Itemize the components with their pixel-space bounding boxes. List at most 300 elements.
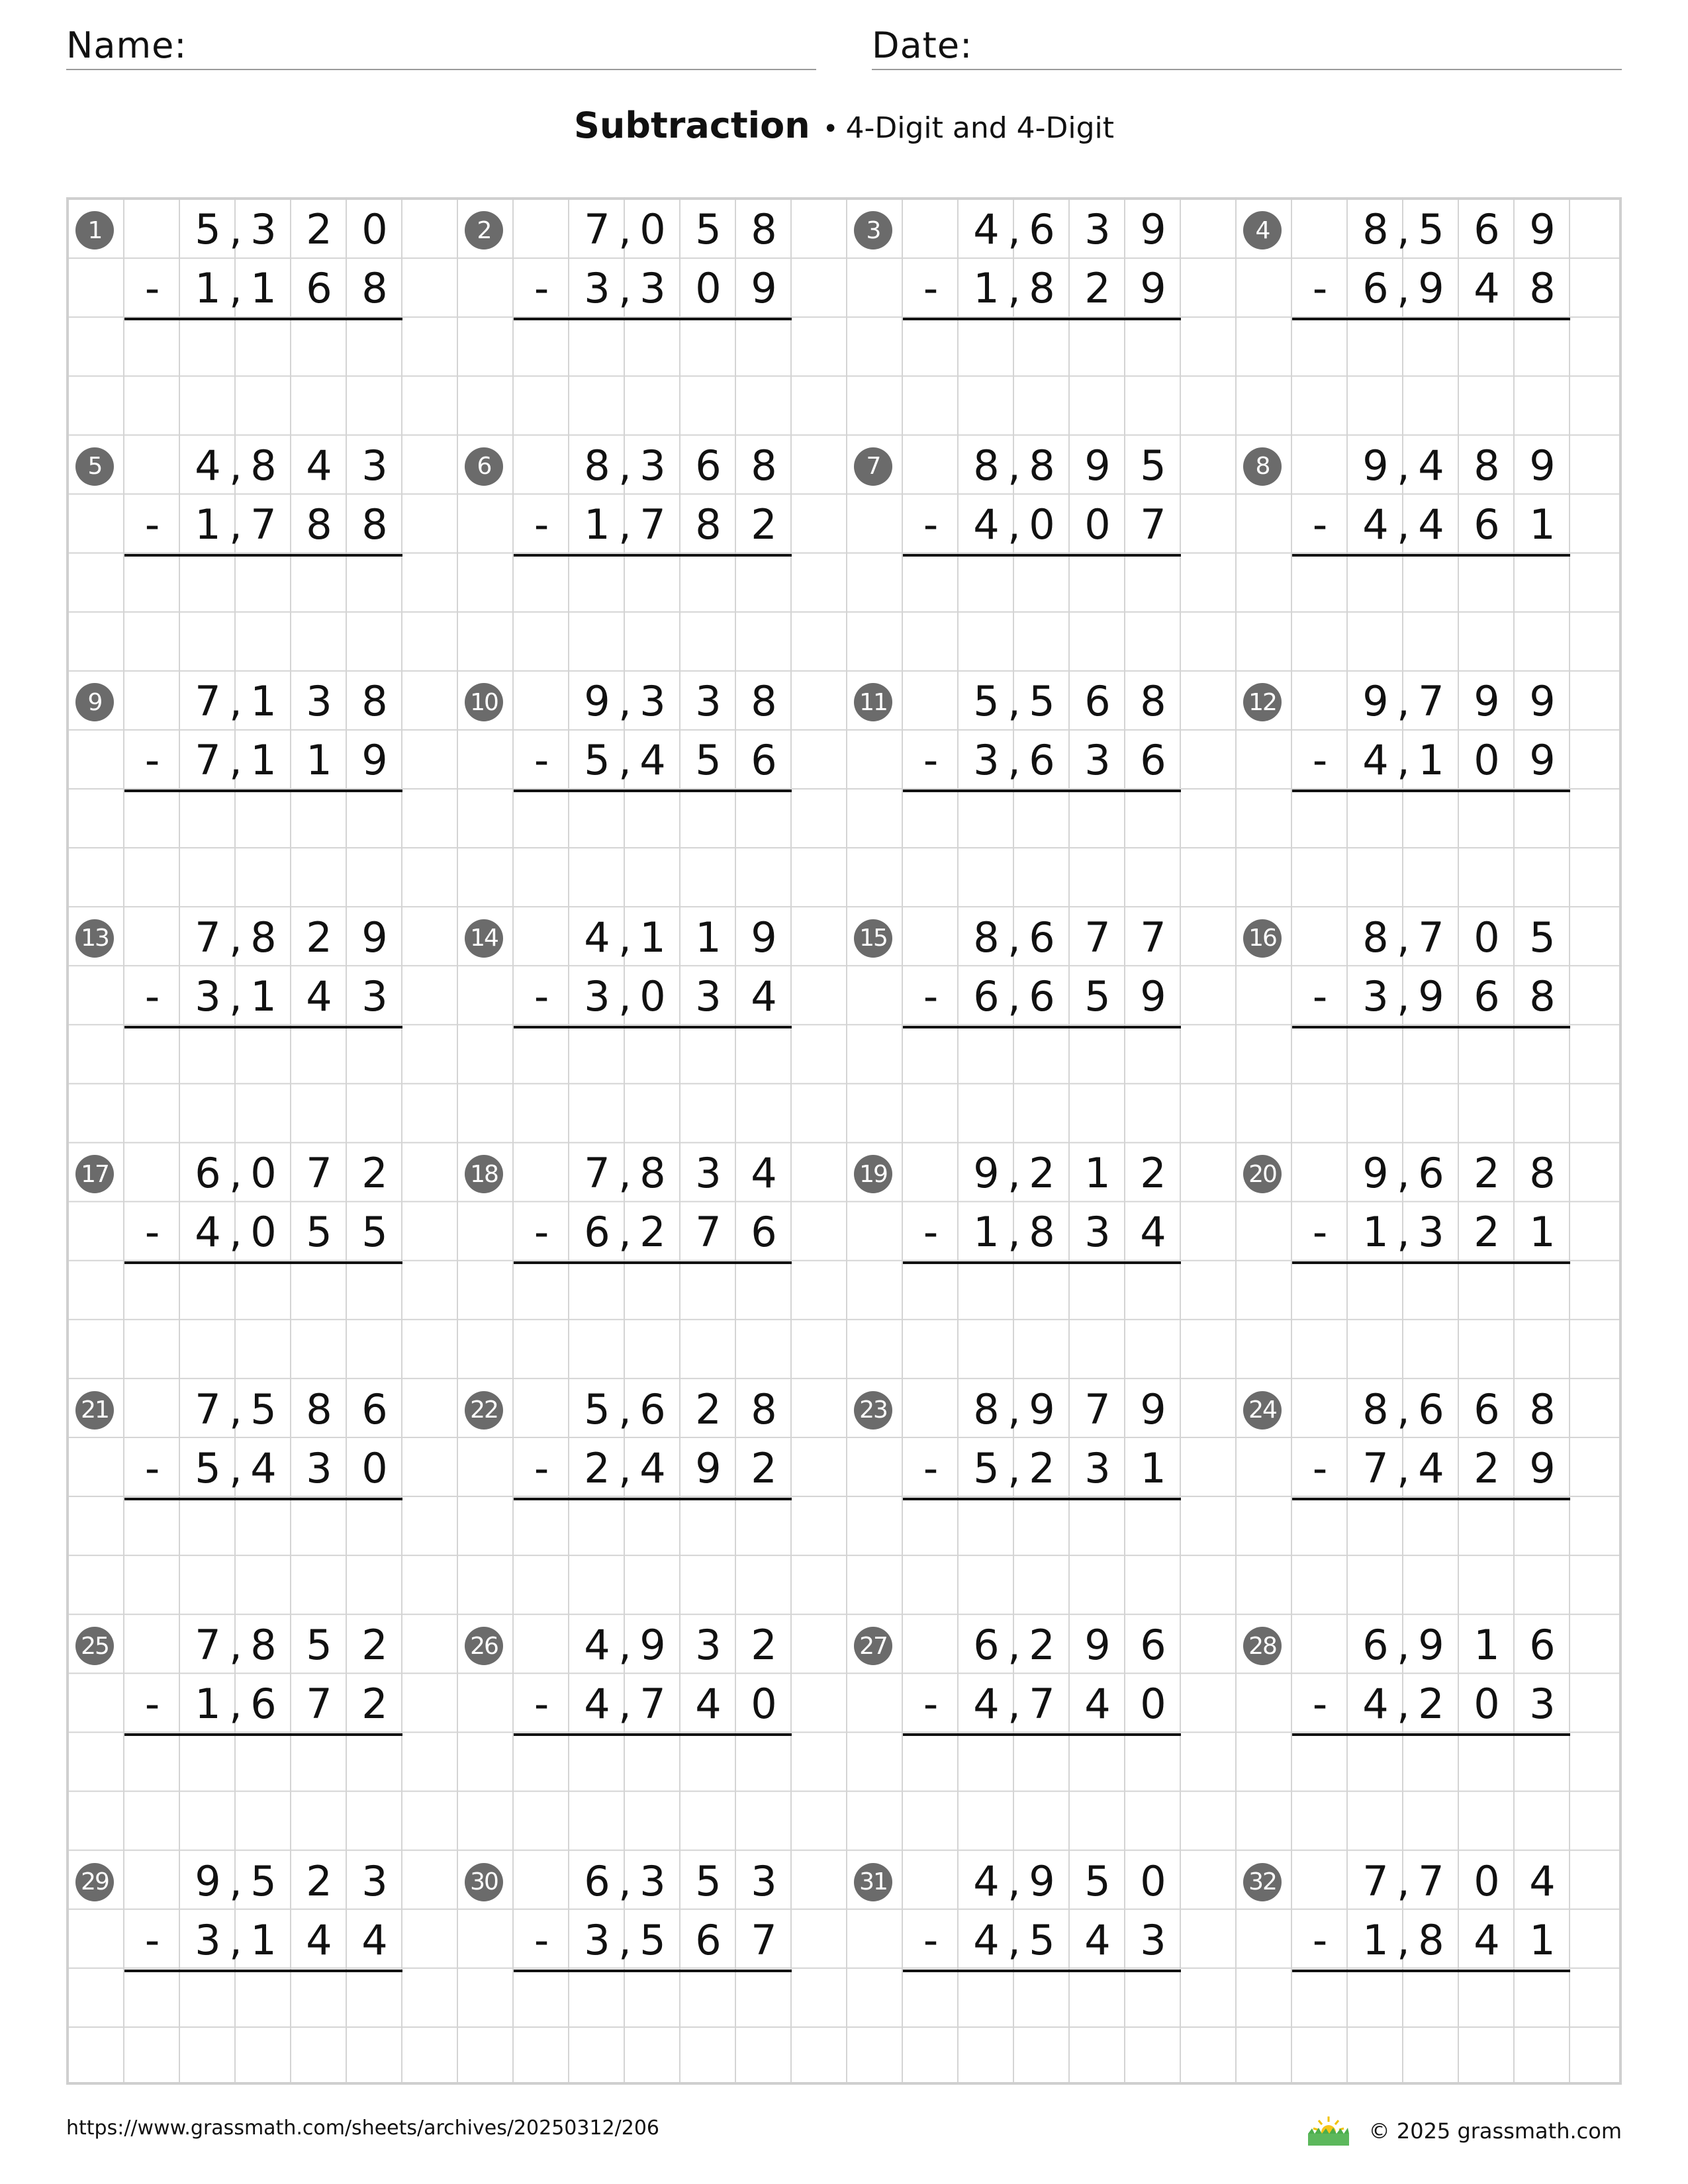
thousands-comma: ,	[229, 1680, 242, 1728]
minuend-row	[124, 908, 402, 967]
problem-18	[458, 1144, 847, 1379]
problem-20	[1237, 1144, 1622, 1379]
digit: 4	[1084, 1915, 1111, 1964]
thousands-comma: ,	[1008, 677, 1021, 725]
thousands-comma: ,	[618, 1856, 632, 1905]
subtrahend-row	[903, 1203, 1181, 1264]
digit: 4	[973, 205, 1000, 253]
digit: 1	[195, 500, 221, 549]
problem-number-badge: 24	[1243, 1391, 1282, 1430]
problem-28	[1237, 1615, 1622, 1851]
problem-5	[69, 436, 458, 672]
digit: 6	[1418, 1149, 1444, 1197]
digit: 9	[361, 736, 388, 784]
minus-sign: -	[923, 1915, 939, 1964]
digit: 3	[1084, 736, 1111, 784]
digit: 6	[584, 1856, 610, 1905]
minuend-row	[514, 1144, 792, 1203]
digit: 5	[1529, 913, 1556, 962]
minuend-row	[124, 672, 402, 731]
problem-number-badge: 15	[854, 919, 892, 958]
minus-sign: -	[144, 972, 160, 1021]
digit: 9	[751, 913, 777, 962]
digit: 1	[1362, 1915, 1389, 1964]
digit: 9	[751, 264, 777, 312]
thousands-comma: ,	[1008, 1856, 1021, 1905]
digit: 2	[361, 1680, 388, 1728]
thousands-comma: ,	[618, 441, 632, 490]
subtrahend-row	[124, 259, 402, 320]
digit: 8	[306, 1385, 332, 1433]
digit: 2	[361, 1621, 388, 1669]
digit: 1	[1474, 1621, 1500, 1669]
digit: 6	[695, 1915, 722, 1964]
digit: 6	[584, 1208, 610, 1256]
digit: 7	[1029, 1680, 1055, 1728]
thousands-comma: ,	[618, 1621, 632, 1669]
digit: 9	[1529, 677, 1556, 725]
digit: 4	[361, 1915, 388, 1964]
problem-number-badge: 27	[854, 1627, 892, 1665]
thousands-comma: ,	[229, 1149, 242, 1197]
subtrahend-row	[903, 259, 1181, 320]
minuend-row	[514, 1380, 792, 1439]
minuend-row	[514, 1615, 792, 1674]
digit: 8	[361, 677, 388, 725]
digit: 8	[1029, 441, 1055, 490]
digit: 8	[1418, 1915, 1444, 1964]
digit: 6	[1418, 1385, 1444, 1433]
digit: 4	[584, 913, 610, 962]
digit: 4	[639, 736, 666, 784]
grass-sun-logo-icon	[1305, 2115, 1352, 2147]
thousands-comma: ,	[229, 205, 242, 253]
minuend-row	[1292, 908, 1570, 967]
problem-number-badge: 11	[854, 683, 892, 721]
digit: 3	[306, 1443, 332, 1492]
digit: 3	[250, 205, 277, 253]
digit: 3	[695, 1621, 722, 1669]
digit: 8	[1529, 264, 1556, 312]
digit: 4	[584, 1680, 610, 1728]
digit: 4	[1140, 1208, 1166, 1256]
digit: 6	[639, 1385, 666, 1433]
digit: 3	[1140, 1915, 1166, 1964]
problem-number-badge: 2	[465, 211, 503, 250]
digit: 3	[1362, 972, 1389, 1021]
digit: 3	[1084, 1208, 1111, 1256]
minuend-row	[514, 908, 792, 967]
subtrahend-row	[124, 495, 402, 557]
digit: 3	[973, 736, 1000, 784]
minuend-row	[1292, 1380, 1570, 1439]
problem-number-badge: 22	[465, 1391, 503, 1430]
digit: 8	[1029, 264, 1055, 312]
digit: 8	[695, 500, 722, 549]
subtrahend-row	[903, 1911, 1181, 1972]
digit: 4	[751, 972, 777, 1021]
digit: 8	[1362, 913, 1389, 962]
digit: 0	[1474, 1856, 1500, 1905]
minuend-row	[514, 200, 792, 259]
digit: 3	[195, 972, 221, 1021]
digit: 4	[306, 441, 332, 490]
digit: 6	[1029, 972, 1055, 1021]
digit: 8	[250, 441, 277, 490]
problem-17	[69, 1144, 458, 1379]
digit: 3	[195, 1915, 221, 1964]
digit: 9	[1418, 972, 1444, 1021]
digit: 7	[695, 1208, 722, 1256]
thousands-comma: ,	[1397, 913, 1410, 962]
thousands-comma: ,	[1008, 1385, 1021, 1433]
digit: 4	[1362, 1680, 1389, 1728]
thousands-comma: ,	[229, 1915, 242, 1964]
digit: 5	[584, 736, 610, 784]
date-label: Date:	[872, 24, 973, 66]
thousands-comma: ,	[1397, 1915, 1410, 1964]
subtrahend-row	[903, 731, 1181, 792]
problem-16	[1237, 908, 1622, 1144]
digit: 6	[1474, 972, 1500, 1021]
thousands-comma: ,	[1008, 1680, 1021, 1728]
subtrahend-row	[514, 967, 792, 1028]
thousands-comma: ,	[1008, 736, 1021, 784]
problem-31	[847, 1852, 1237, 2085]
subtrahend-row	[514, 731, 792, 792]
digit: 2	[306, 913, 332, 962]
digit: 7	[1140, 913, 1166, 962]
minus-sign: -	[144, 264, 160, 312]
digit: 2	[1029, 1621, 1055, 1669]
problem-22	[458, 1380, 847, 1615]
digit: 8	[639, 1149, 666, 1197]
digit: 5	[973, 1443, 1000, 1492]
digit: 8	[1029, 1208, 1055, 1256]
digit: 3	[361, 972, 388, 1021]
digit: 4	[973, 1680, 1000, 1728]
subtrahend-row	[124, 1203, 402, 1264]
digit: 4	[306, 972, 332, 1021]
minus-sign: -	[923, 500, 939, 549]
digit: 8	[1474, 441, 1500, 490]
thousands-comma: ,	[618, 677, 632, 725]
digit: 3	[1418, 1208, 1444, 1256]
digit: 7	[584, 205, 610, 253]
digit: 6	[1140, 1621, 1166, 1669]
subtrahend-row	[124, 731, 402, 792]
digit: 9	[1084, 441, 1111, 490]
digit: 1	[1362, 1208, 1389, 1256]
digit: 4	[584, 1621, 610, 1669]
digit: 7	[195, 913, 221, 962]
minus-sign: -	[534, 264, 549, 312]
digit: 7	[306, 1149, 332, 1197]
problem-number-badge: 1	[75, 211, 114, 250]
digit: 7	[1418, 1856, 1444, 1905]
digit: 5	[695, 205, 722, 253]
problem-number-badge: 29	[75, 1863, 114, 1901]
digit: 7	[1362, 1856, 1389, 1905]
minus-sign: -	[144, 1915, 160, 1964]
digit: 0	[1029, 500, 1055, 549]
subtrahend-row	[1292, 1439, 1570, 1500]
digit: 9	[639, 1621, 666, 1669]
digit: 6	[1362, 1621, 1389, 1669]
subtrahend-row	[903, 1674, 1181, 1736]
thousands-comma: ,	[1008, 1443, 1021, 1492]
thousands-comma: ,	[229, 677, 242, 725]
minus-sign: -	[1312, 500, 1328, 549]
digit: 1	[250, 736, 277, 784]
digit: 8	[751, 677, 777, 725]
minus-sign: -	[923, 972, 939, 1021]
thousands-comma: ,	[618, 1680, 632, 1728]
problem-25	[69, 1615, 458, 1851]
digit: 9	[1362, 441, 1389, 490]
subtrahend-row	[1292, 967, 1570, 1028]
digit: 4	[306, 1915, 332, 1964]
digit: 2	[1474, 1149, 1500, 1197]
thousands-comma: ,	[1397, 677, 1410, 725]
digit: 5	[1418, 205, 1444, 253]
problem-number-badge: 32	[1243, 1863, 1282, 1901]
minuend-row	[903, 200, 1181, 259]
digit: 9	[695, 1443, 722, 1492]
minus-sign: -	[534, 1443, 549, 1492]
digit: 1	[584, 500, 610, 549]
minus-sign: -	[923, 1443, 939, 1492]
problem-number-badge: 18	[465, 1155, 503, 1193]
digit: 7	[195, 736, 221, 784]
problem-number-badge: 8	[1243, 447, 1282, 486]
digit: 9	[1140, 205, 1166, 253]
digit: 7	[639, 1680, 666, 1728]
digit: 2	[695, 1385, 722, 1433]
problem-10	[458, 672, 847, 907]
digit: 3	[1084, 1443, 1111, 1492]
digit: 0	[639, 205, 666, 253]
digit: 4	[250, 1443, 277, 1492]
digit: 5	[1140, 441, 1166, 490]
digit: 8	[751, 1385, 777, 1433]
digit: 8	[1529, 1385, 1556, 1433]
digit: 6	[306, 264, 332, 312]
digit: 3	[695, 1149, 722, 1197]
problem-number-badge: 20	[1243, 1155, 1282, 1193]
digit: 0	[1474, 1680, 1500, 1728]
thousands-comma: ,	[1008, 1621, 1021, 1669]
minus-sign: -	[144, 500, 160, 549]
problem-2	[458, 200, 847, 435]
digit: 4	[1474, 1915, 1500, 1964]
digit: 0	[250, 1149, 277, 1197]
digit: 1	[1529, 500, 1556, 549]
digit: 0	[250, 1208, 277, 1256]
digit: 8	[361, 500, 388, 549]
digit: 0	[1474, 736, 1500, 784]
minuend-row	[903, 908, 1181, 967]
minus-sign: -	[923, 1680, 939, 1728]
digit: 9	[1474, 677, 1500, 725]
digit: 4	[751, 1149, 777, 1197]
digit: 8	[1362, 1385, 1389, 1433]
problem-27	[847, 1615, 1237, 1851]
minus-sign: -	[534, 1915, 549, 1964]
digit: 3	[751, 1856, 777, 1905]
problem-24	[1237, 1380, 1622, 1615]
thousands-comma: ,	[1397, 736, 1410, 784]
thousands-comma: ,	[1008, 972, 1021, 1021]
minus-sign: -	[1312, 1915, 1328, 1964]
problem-13	[69, 908, 458, 1144]
subtrahend-row	[903, 967, 1181, 1028]
subtrahend-row	[514, 1439, 792, 1500]
thousands-comma: ,	[1008, 913, 1021, 962]
digit: 4	[1418, 441, 1444, 490]
digit: 9	[1140, 1385, 1166, 1433]
thousands-comma: ,	[229, 1443, 242, 1492]
digit: 8	[361, 264, 388, 312]
digit: 1	[695, 913, 722, 962]
problem-number-badge: 30	[465, 1863, 503, 1901]
digit: 6	[1029, 205, 1055, 253]
digit: 1	[1140, 1443, 1166, 1492]
digit: 9	[1029, 1385, 1055, 1433]
digit: 8	[1529, 1149, 1556, 1197]
digit: 5	[250, 1856, 277, 1905]
date-field[interactable]	[872, 21, 1622, 70]
digit: 3	[639, 1856, 666, 1905]
digit: 2	[584, 1443, 610, 1492]
digit: 1	[250, 972, 277, 1021]
problem-number-badge: 31	[854, 1863, 892, 1901]
subtrahend-row	[124, 1911, 402, 1972]
digit: 8	[1140, 677, 1166, 725]
minuend-row	[514, 672, 792, 731]
digit: 4	[1084, 1680, 1111, 1728]
minuend-row	[1292, 200, 1570, 259]
digit: 7	[195, 1621, 221, 1669]
digit: 9	[1362, 1149, 1389, 1197]
digit: 8	[751, 441, 777, 490]
digit: 8	[973, 913, 1000, 962]
digit: 8	[584, 441, 610, 490]
problem-number-badge: 10	[465, 683, 503, 721]
digit: 5	[306, 1621, 332, 1669]
digit: 1	[1084, 1149, 1111, 1197]
problem-number-badge: 5	[75, 447, 114, 486]
name-label: Name:	[66, 24, 187, 66]
digit: 2	[751, 1443, 777, 1492]
problem-32	[1237, 1852, 1622, 2085]
problem-number-badge: 25	[75, 1627, 114, 1665]
name-field[interactable]	[66, 21, 816, 70]
digit: 1	[1418, 736, 1444, 784]
thousands-comma: ,	[1397, 441, 1410, 490]
digit: 8	[1529, 972, 1556, 1021]
digit: 4	[195, 441, 221, 490]
problem-number-badge: 23	[854, 1391, 892, 1430]
thousands-comma: ,	[618, 500, 632, 549]
digit: 5	[195, 1443, 221, 1492]
digit: 1	[1529, 1915, 1556, 1964]
digit: 4	[973, 1856, 1000, 1905]
footer-url[interactable]: https://www.grassmath.com/sheets/archives/20250312/206	[66, 2116, 660, 2140]
problem-number-badge: 3	[854, 211, 892, 250]
minus-sign: -	[534, 500, 549, 549]
thousands-comma: ,	[618, 1385, 632, 1433]
digit: 6	[195, 1149, 221, 1197]
thousands-comma: ,	[618, 1915, 632, 1964]
digit: 5	[973, 677, 1000, 725]
digit: 5	[306, 1208, 332, 1256]
problem-1	[69, 200, 458, 435]
digit: 4	[195, 1208, 221, 1256]
thousands-comma: ,	[1397, 1856, 1410, 1905]
thousands-comma: ,	[1008, 264, 1021, 312]
digit: 7	[584, 1149, 610, 1197]
digit: 9	[361, 913, 388, 962]
thousands-comma: ,	[1008, 1149, 1021, 1197]
problem-number-badge: 16	[1243, 919, 1282, 958]
title-subtitle: 4-Digit and 4-Digit	[845, 111, 1115, 145]
digit: 2	[1084, 264, 1111, 312]
minus-sign: -	[923, 264, 939, 312]
digit: 4	[1418, 500, 1444, 549]
digit: 1	[195, 1680, 221, 1728]
digit: 2	[751, 500, 777, 549]
problem-11	[847, 672, 1237, 907]
digit: 0	[361, 205, 388, 253]
problem-21	[69, 1380, 458, 1615]
digit: 4	[695, 1680, 722, 1728]
problem-grid	[66, 197, 1622, 2085]
digit: 7	[195, 677, 221, 725]
problem-26	[458, 1615, 847, 1851]
problem-number-badge: 21	[75, 1391, 114, 1430]
thousands-comma: ,	[1397, 1208, 1410, 1256]
digit: 3	[361, 441, 388, 490]
digit: 7	[1084, 1385, 1111, 1433]
thousands-comma: ,	[1008, 441, 1021, 490]
thousands-comma: ,	[1397, 500, 1410, 549]
digit: 2	[306, 205, 332, 253]
digit: 3	[306, 677, 332, 725]
minuend-row	[903, 1852, 1181, 1911]
digit: 2	[751, 1621, 777, 1669]
digit: 4	[1362, 500, 1389, 549]
digit: 1	[250, 677, 277, 725]
thousands-comma: ,	[1397, 1385, 1410, 1433]
digit: 4	[639, 1443, 666, 1492]
digit: 6	[250, 1680, 277, 1728]
thousands-comma: ,	[1008, 1915, 1021, 1964]
digit: 5	[1084, 1856, 1111, 1905]
digit: 3	[1084, 205, 1111, 253]
minuend-row	[903, 436, 1181, 495]
digit: 5	[695, 736, 722, 784]
digit: 2	[639, 1208, 666, 1256]
digit: 6	[1529, 1621, 1556, 1669]
digit: 6	[1084, 677, 1111, 725]
thousands-comma: ,	[1397, 205, 1410, 253]
digit: 7	[1362, 1443, 1389, 1492]
minuend-row	[514, 436, 792, 495]
digit: 9	[1529, 736, 1556, 784]
digit: 1	[973, 264, 1000, 312]
digit: 0	[1474, 913, 1500, 962]
